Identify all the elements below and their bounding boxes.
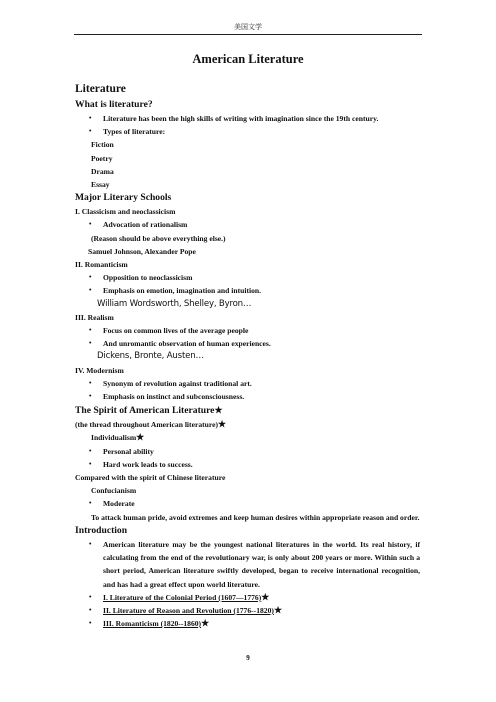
- bullet-text: Opposition to neoclassicism: [103, 273, 193, 283]
- bullet-text: Advocation of rationalism: [103, 220, 188, 230]
- page-title: American Literature: [192, 52, 304, 66]
- star-icon: ★: [218, 419, 227, 430]
- bullet-icon: •: [89, 392, 92, 401]
- star-icon: ★: [214, 405, 223, 416]
- bullet-text: Moderate: [103, 499, 135, 509]
- list-item: [75, 271, 420, 284]
- subheading-what-is-literature: What is literature?: [75, 99, 153, 110]
- section-heading-introduction: Introduction: [75, 524, 128, 536]
- period-link[interactable]: III. Romanticism (1820--1860): [103, 619, 202, 629]
- list-item: [75, 377, 420, 390]
- star-icon: ★: [273, 604, 283, 615]
- spirit-heading-text: The Spirit of American Literature: [75, 405, 215, 417]
- bullet-text: Hard work leads to success.: [103, 459, 193, 469]
- document-body: [75, 78, 420, 630]
- individualism-text: Individualism: [91, 433, 137, 443]
- intro-bullet: [75, 538, 420, 591]
- section-heading-spirit: [75, 403, 420, 418]
- bullet-text: Personal ability: [103, 446, 154, 456]
- bullet-icon: •: [89, 114, 92, 122]
- bullet-icon: •: [89, 619, 92, 628]
- spirit-thread: [75, 418, 420, 431]
- bullet-icon: •: [89, 459, 92, 468]
- list-item: [75, 284, 420, 297]
- list-item: [75, 497, 420, 510]
- bullet-text: American literature may be the youngest national literatures in the world. Its real history, if calculating from the end of the revolutionary war, is only about 200 years or more. Within such a short period, American literature swiftly developed, began to receive international recognition, and has had a great effect upon world literature.: [103, 539, 420, 589]
- bullet-icon: •: [89, 286, 92, 295]
- bullet-icon: •: [89, 339, 92, 348]
- school-title-modernism: IV. Modernism: [75, 365, 124, 375]
- bullet-icon: •: [89, 273, 92, 282]
- list-item: [75, 458, 420, 471]
- bullet-text: Synonym of revolution against traditional art.: [103, 378, 252, 388]
- header-rule: [74, 34, 422, 35]
- bullet-text: And unromantic observation of human experiences.: [103, 339, 271, 349]
- bullet-icon: •: [89, 539, 92, 548]
- section-heading-literature: Literature: [75, 83, 126, 95]
- list-item: [75, 390, 420, 403]
- bullet-text: Literature has been the high skills of writing with imagination since the 19th century.: [103, 114, 379, 123]
- bullet-text: Focus on common lives of the average people: [103, 326, 249, 336]
- bullet-icon: •: [89, 605, 92, 614]
- compared-line: Compared with the spirit of Chinese literature: [75, 473, 226, 483]
- school-title-realism: III. Realism: [75, 312, 114, 322]
- star-icon: ★: [261, 591, 270, 602]
- star-icon: ★: [201, 618, 210, 629]
- classicism-note: (Reason should be above everything else.): [91, 233, 226, 243]
- type-item: Essay: [91, 180, 110, 190]
- bullet-definition: [75, 112, 420, 125]
- classicism-authors: Samuel Johnson, Alexander Pope: [88, 246, 196, 256]
- type-item: Fiction: [91, 140, 114, 150]
- bullet-icon: •: [89, 127, 92, 136]
- list-item: [75, 445, 420, 458]
- running-header: 美国文学: [234, 23, 262, 31]
- bullet-icon: •: [89, 499, 92, 508]
- school-title-classicism: I. Classicism and neoclassicism: [75, 207, 176, 217]
- list-item: [75, 337, 420, 350]
- period-item: [75, 617, 420, 630]
- bullet-icon: •: [89, 592, 92, 601]
- romanticism-authors: William Wordsworth, Shelley, Byron…: [97, 298, 252, 309]
- realism-authors: Dickens, Bronte, Austen…: [97, 351, 204, 362]
- bullet-types: [75, 125, 420, 138]
- type-item: Poetry: [91, 153, 113, 163]
- list-item: [75, 324, 420, 337]
- bullet-text: Emphasis on emotion, imagination and intuition.: [103, 286, 262, 296]
- thread-text: (the thread throughout American literature): [75, 420, 218, 430]
- period-item: [75, 591, 420, 604]
- school-title-romanticism: II. Romanticism: [75, 260, 128, 270]
- period-item: [75, 604, 420, 617]
- period-link[interactable]: I. Literature of the Colonial Period (1607—1776): [103, 592, 262, 602]
- list-item: [75, 218, 420, 231]
- section-heading-schools: Major Literary Schools: [75, 192, 172, 204]
- bullet-icon: •: [89, 446, 92, 455]
- bullet-text: Emphasis on instinct and subconsciousness.: [103, 392, 245, 402]
- page-number: 9: [246, 654, 250, 662]
- period-link[interactable]: II. Literature of Reason and Revolution (1776--1820): [103, 605, 274, 615]
- spirit-paragraph: To attack human pride, avoid extremes and keep human desires within appropriate reason and order.: [91, 512, 420, 522]
- bullet-icon: •: [89, 326, 92, 335]
- bullet-icon: •: [89, 220, 92, 229]
- bullet-icon: •: [89, 378, 92, 387]
- star-icon: ★: [136, 432, 145, 443]
- type-item: Drama: [91, 166, 114, 176]
- confucianism-line: Confucianism: [91, 486, 137, 496]
- bullet-text: Types of literature:: [103, 127, 166, 137]
- individualism-line: [75, 431, 420, 444]
